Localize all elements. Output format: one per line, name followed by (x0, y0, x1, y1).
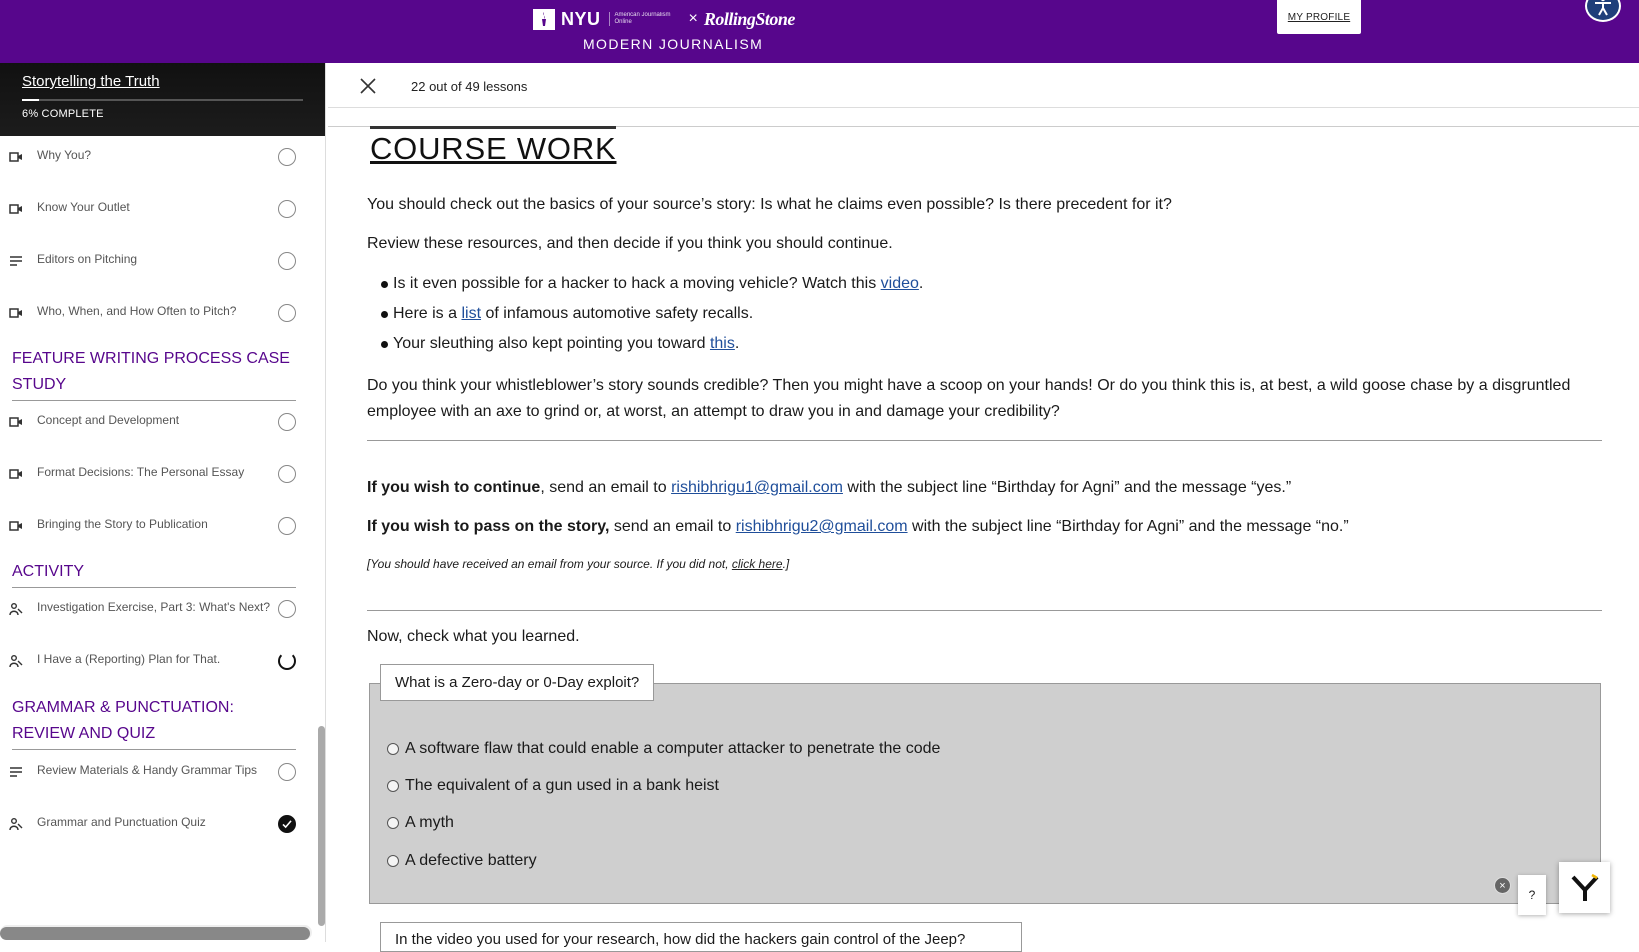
accessibility-icon (1592, 0, 1614, 17)
lesson-item-current[interactable] (0, 652, 310, 692)
option-label: The equivalent of a gun used in a bank heist (405, 777, 719, 794)
video-link[interactable]: video (880, 275, 919, 292)
text-lesson-icon (9, 765, 23, 779)
lesson-title: I Have a (Reporting) Plan for That. (37, 652, 221, 666)
course-progress-bar (22, 99, 303, 101)
list-item-text: . (734, 335, 740, 352)
video-lesson-icon (9, 519, 23, 533)
accessibility-button[interactable] (1585, 0, 1621, 22)
lesson-item[interactable] (0, 252, 310, 292)
text: .] (782, 557, 790, 571)
email-link-no[interactable]: rishibhrigu2@gmail.com (735, 518, 908, 535)
text: with the subject line “Birthday for Agni” and the message “no.” (907, 518, 1349, 535)
activity-lesson-icon (9, 654, 23, 668)
close-icon[interactable] (358, 76, 378, 96)
paragraph: Do you think your whistleblower’s story sounds credible? Then you might have a scoop on your hands! Or do you think this is, at best, a wild goose chase by a disgruntled (367, 377, 1571, 394)
option-label: A software flaw that could enable a computer attacker to penetrate the code (405, 740, 941, 757)
this-link[interactable]: this (709, 335, 735, 352)
lesson-status-circle (278, 600, 296, 618)
course-progress-text: 6% COMPLETE (22, 108, 104, 120)
times-separator: × (688, 10, 698, 27)
text: send an email to (609, 518, 736, 535)
partner-wordmark: RollingStone (703, 8, 795, 29)
paragraph: Review these resources, and then decide if you think you should continue. (367, 235, 893, 252)
help-button[interactable]: ? (1518, 875, 1546, 915)
lesson-status-circle (278, 200, 296, 218)
widget-close-icon[interactable]: × (1494, 877, 1511, 894)
sidebar-vertical-scrollbar[interactable] (318, 726, 325, 926)
my-profile-link[interactable]: MY PROFILE (1277, 0, 1361, 34)
quiz-option[interactable] (387, 852, 537, 870)
lesson-item[interactable] (0, 304, 310, 344)
recalls-list-link[interactable]: list (461, 305, 482, 322)
bold-text: If you wish to pass on the story, (367, 518, 610, 535)
lesson-title: Who, When, and How Often to Pitch? (37, 304, 237, 318)
lesson-counter: 22 out of 49 lessons (411, 79, 528, 94)
activity-lesson-icon (9, 817, 23, 831)
bold-text: If you wish to continue (367, 479, 541, 496)
lesson-status-circle (278, 413, 296, 431)
lesson-item[interactable] (0, 600, 310, 640)
course-sidebar (0, 63, 326, 942)
video-lesson-icon (9, 306, 23, 320)
list-item-text: Your sleuthing also kept pointing you toward (393, 335, 710, 352)
list-item-text: Here is a (393, 305, 462, 322)
lesson-status-in-progress (278, 652, 296, 670)
course-title-link[interactable]: Storytelling the Truth (22, 73, 160, 90)
lesson-topbar (328, 63, 1639, 108)
course-header (0, 63, 325, 136)
lesson-item[interactable] (0, 465, 310, 505)
quiz-option[interactable] (387, 814, 454, 832)
top-header (0, 0, 1639, 63)
quiz-question: What is a Zero-day or 0-Day exploit? (380, 664, 654, 701)
quiz-question: In the video you used for your research, how did the hackers gain control of the Jeep? (380, 922, 1022, 952)
radio-button[interactable] (387, 855, 399, 867)
lesson-status-circle (278, 148, 296, 166)
page-title: COURSE WORK (370, 126, 616, 167)
text-lesson-icon (9, 254, 23, 268)
video-lesson-icon (9, 202, 23, 216)
section-heading-grammar: GRAMMAR & PUNCTUATION: REVIEW AND QUIZ (12, 695, 296, 750)
email-note (367, 557, 789, 571)
sidebar-horizontal-scrollbar[interactable] (0, 925, 312, 940)
quiz-option[interactable] (387, 740, 940, 758)
yellowdig-button[interactable] (1559, 862, 1610, 913)
section-heading-activity: ACTIVITY (12, 559, 296, 588)
lesson-title: Know Your Outlet (37, 200, 130, 214)
lesson-status-circle (278, 465, 296, 483)
lesson-title: Grammar and Punctuation Quiz (37, 815, 206, 829)
lesson-status-circle (278, 304, 296, 322)
divider (367, 610, 1602, 611)
text: [You should have received an email from your source. If you did not, (367, 557, 732, 571)
checkmark-icon (279, 816, 295, 832)
brand-logo[interactable] (533, 8, 813, 56)
lesson-status-complete (278, 815, 296, 833)
video-lesson-icon (9, 150, 23, 164)
list-item (393, 305, 753, 323)
video-lesson-icon (9, 415, 23, 429)
option-label: A defective battery (405, 852, 537, 869)
program-subtitle: MODERN JOURNALISM (583, 36, 764, 52)
paragraph: Now, check what you learned. (367, 628, 580, 645)
list-item-text: . (918, 275, 924, 292)
lesson-title: Investigation Exercise, Part 3: What's Next? (37, 600, 271, 614)
lesson-title: Editors on Pitching (37, 252, 138, 266)
lesson-item[interactable] (0, 413, 310, 453)
lesson-item[interactable] (0, 517, 310, 557)
section-heading-feature-writing: FEATURE WRITING PROCESS CASE STUDY (12, 346, 296, 401)
nyu-torch-icon (533, 9, 555, 30)
pass-instruction (367, 518, 1349, 536)
list-item-text: Is it even possible for a hacker to hack a moving vehicle? Watch this (393, 275, 881, 292)
list-item-text: of infamous automotive safety recalls. (481, 305, 754, 322)
continue-instruction (367, 479, 1291, 497)
lesson-status-circle (278, 252, 296, 270)
scrollbar-thumb[interactable] (0, 927, 310, 940)
list-item (393, 275, 923, 293)
lesson-item[interactable] (0, 763, 310, 803)
lesson-title: Bringing the Story to Publication (37, 517, 208, 531)
nyu-wordmark: NYU (561, 8, 601, 29)
course-progress-fill (22, 99, 39, 101)
lesson-title: Concept and Development (37, 413, 180, 427)
email-link-yes[interactable]: rishibhrigu1@gmail.com (671, 479, 843, 496)
quiz-option[interactable] (387, 777, 719, 795)
option-label: A myth (405, 814, 454, 831)
lesson-title: Format Decisions: The Personal Essay (37, 465, 245, 479)
lesson-title: Why You? (37, 148, 92, 162)
lesson-status-circle (278, 763, 296, 781)
video-lesson-icon (9, 467, 23, 481)
lesson-item[interactable] (0, 200, 310, 240)
yellowdig-logo-icon (1570, 873, 1600, 903)
click-here-link[interactable]: click here (731, 557, 783, 571)
radio-button[interactable] (387, 743, 399, 755)
activity-lesson-icon (9, 602, 23, 616)
lesson-status-circle (278, 517, 296, 535)
divider (367, 440, 1602, 441)
text: with the subject line “Birthday for Agni” and the message “yes.” (842, 479, 1292, 496)
lesson-item[interactable] (0, 148, 310, 188)
radio-button[interactable] (387, 780, 399, 792)
radio-button[interactable] (387, 817, 399, 829)
lesson-title: Review Materials & Handy Grammar Tips (37, 763, 258, 777)
lesson-item[interactable] (0, 815, 310, 855)
list-item (393, 335, 739, 353)
text: , send an email to (540, 479, 672, 496)
paragraph: You should check out the basics of your source’s story: Is what he claims even possible? Is there precedent for it? (367, 196, 1172, 213)
paragraph: employee with an axe to grind or, at worst, an attempt to draw you in and damage your credibility? (367, 403, 1060, 420)
ajo-wordmark: American Journalism Online (609, 12, 683, 26)
